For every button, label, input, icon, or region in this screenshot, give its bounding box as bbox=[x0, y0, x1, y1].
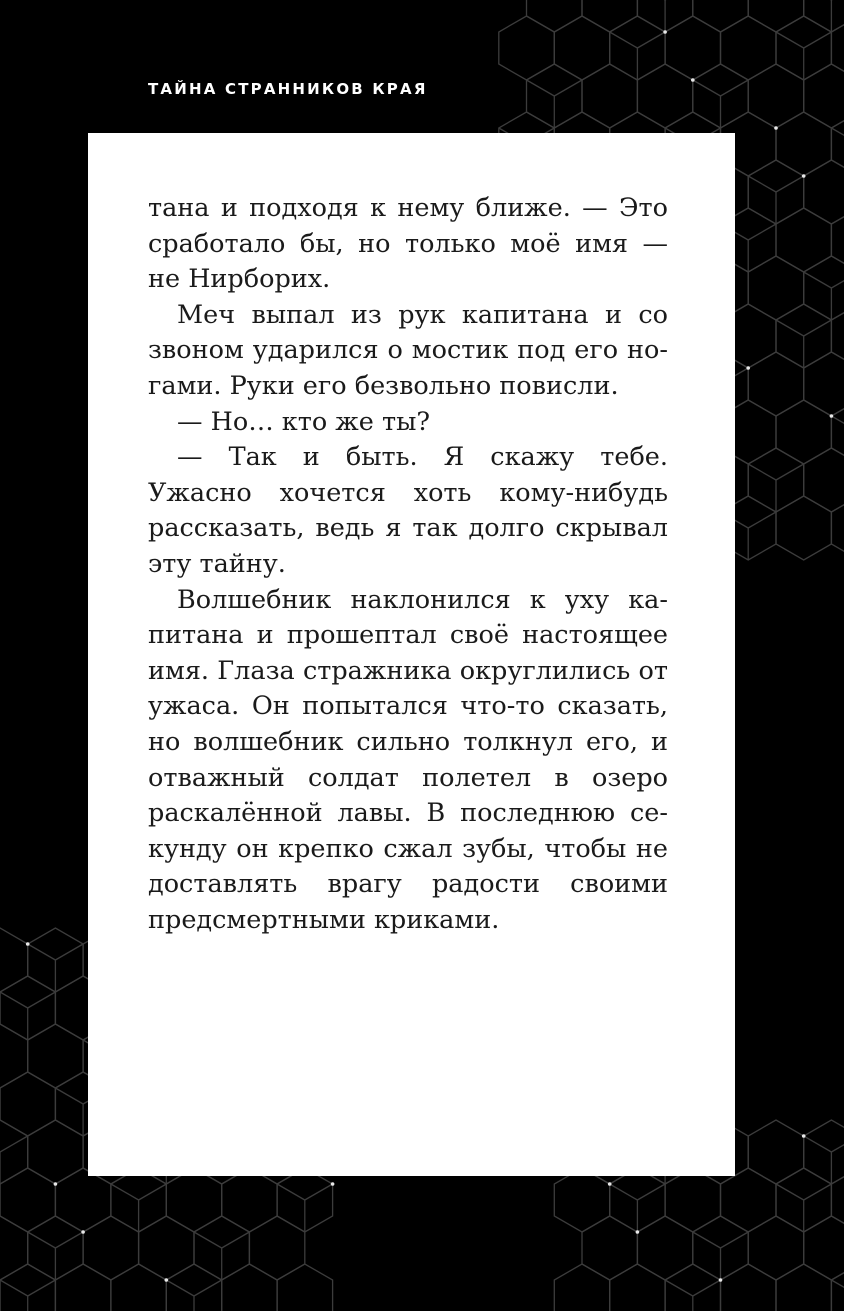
sparkle-dot bbox=[165, 1278, 169, 1282]
cube-edge-line bbox=[748, 512, 776, 528]
sparkle-dot bbox=[663, 30, 667, 34]
hexagon-line bbox=[748, 1216, 804, 1280]
cube-edge-line bbox=[748, 176, 776, 192]
hexagon-line bbox=[582, 64, 637, 128]
sparkle-dot bbox=[746, 366, 750, 370]
hexagon-line bbox=[637, 64, 692, 128]
sparkle-dot bbox=[691, 78, 695, 82]
hexagon-line bbox=[748, 1120, 804, 1184]
sparkle-dot bbox=[331, 1182, 335, 1186]
cube-edge-line bbox=[194, 1232, 222, 1248]
cube-edge-line bbox=[776, 1184, 804, 1200]
hexagon-line bbox=[222, 1264, 277, 1311]
sparkle-dot bbox=[81, 1230, 85, 1234]
cube-edge-line bbox=[637, 1184, 665, 1200]
hexagon-line bbox=[499, 16, 555, 80]
cube-edge-line bbox=[776, 464, 804, 480]
cube-edge-line bbox=[277, 1184, 305, 1200]
cube-edge-line bbox=[166, 1280, 194, 1296]
hexagon-line bbox=[804, 160, 844, 224]
hexagon-line bbox=[748, 352, 804, 416]
cube-edge-line bbox=[527, 80, 555, 96]
cube-edge-line bbox=[28, 944, 56, 960]
cube-edge-line bbox=[222, 1232, 250, 1248]
hexagon-line bbox=[776, 496, 831, 560]
hexagon-line bbox=[665, 1168, 720, 1232]
cube-edge-line bbox=[721, 1232, 749, 1248]
cube-edge-line bbox=[776, 320, 804, 336]
hexagon-line bbox=[28, 1120, 83, 1184]
hexagon-line bbox=[804, 352, 844, 416]
cube-edge-line bbox=[804, 1184, 832, 1200]
cube-edge-line bbox=[0, 1136, 28, 1152]
sparkle-dot bbox=[719, 1278, 723, 1282]
sparkle-dot bbox=[774, 126, 778, 130]
hexagon-line bbox=[0, 1168, 55, 1232]
cube-edge-line bbox=[610, 32, 638, 48]
cube-edge-line bbox=[111, 1184, 139, 1200]
cube-edge-line bbox=[693, 1280, 721, 1296]
hexagon-line bbox=[776, 1264, 831, 1311]
paragraph-5: Волшебник наклонился к уху капитана и прошептал своё настоящее имя. Глаза стражника округлились от ужаса. Он попытался что-то сказать, но волшебник сильно толкнул его, и отважный солдат полетел в озеро раскалённой лавы. В последнюю секунду он крепко сжал зубы, чтобы не доставлять врагу радости своими предсмертными криками. bbox=[148, 584, 668, 935]
cube-edge-line bbox=[194, 1280, 222, 1296]
cube-edge-line bbox=[804, 272, 832, 288]
cube-edge-line bbox=[0, 992, 28, 1008]
hexagon-line bbox=[0, 1024, 28, 1088]
hexagon-line bbox=[776, 400, 831, 464]
hexagon-line bbox=[665, 16, 720, 80]
hexagon-line bbox=[721, 1168, 777, 1232]
sparkle-dot bbox=[636, 1230, 640, 1234]
paragraph-1: тана и подходя к нему ближе. — Это сработало бы, но только моё имя — не Нирборих. bbox=[148, 193, 668, 295]
hexagon-line bbox=[804, 1120, 844, 1184]
hexagon-line bbox=[55, 1264, 111, 1311]
cube-edge-line bbox=[665, 1280, 693, 1296]
sparkle-dot bbox=[54, 1182, 58, 1186]
cube-edge-line bbox=[693, 80, 721, 96]
hexagon-line bbox=[610, 1264, 665, 1311]
cube-edge-line bbox=[776, 176, 804, 192]
hexagon-line bbox=[776, 208, 831, 272]
hexagon-line bbox=[582, 1216, 637, 1280]
hexagon-line bbox=[554, 16, 609, 80]
hexagon-line bbox=[139, 1216, 194, 1280]
cube-edge-line bbox=[831, 1280, 844, 1296]
paragraph-3: — Но… кто же ты? bbox=[177, 406, 431, 437]
paragraph-4: — Так и быть. Я скажу тебе. Ужасно хочется хоть кому-нибудь рассказать, ведь я так долго скрывал эту тайну. bbox=[148, 442, 668, 579]
hexagon-line bbox=[582, 0, 637, 32]
cube-edge-line bbox=[693, 1232, 721, 1248]
hexagon-line bbox=[804, 1216, 844, 1280]
cube-edge-line bbox=[0, 1280, 28, 1296]
paragraph-2: Меч выпал из рук капитана и со звоном ударился о мостик под его ногами. Руки его безвольно повисли. bbox=[148, 299, 668, 401]
cube-edge-line bbox=[804, 32, 832, 48]
cube-edge-line bbox=[831, 128, 844, 144]
hexagon-line bbox=[0, 928, 28, 992]
hexagon-line bbox=[0, 1120, 28, 1184]
running-title: ТАЙНА СТРАННИКОВ КРАЯ bbox=[148, 80, 428, 98]
hexagon-line bbox=[776, 112, 831, 176]
sparkle-dot bbox=[830, 414, 834, 418]
hexagon-line bbox=[83, 1216, 139, 1280]
cube-edge-line bbox=[139, 1184, 167, 1200]
hexagon-line bbox=[554, 1264, 609, 1311]
cube-edge-line bbox=[804, 320, 832, 336]
hexagon-line bbox=[111, 1264, 166, 1311]
hexagon-line bbox=[0, 1216, 28, 1280]
book-page bbox=[88, 133, 735, 1176]
cube-edge-line bbox=[721, 80, 749, 96]
hexagon-line bbox=[748, 256, 804, 320]
cube-edge-line bbox=[554, 80, 582, 96]
hexagon-line bbox=[554, 1168, 609, 1232]
cube-edge-line bbox=[804, 1136, 832, 1152]
cube-edge-line bbox=[55, 1088, 83, 1104]
sparkle-dot bbox=[802, 174, 806, 178]
cube-edge-line bbox=[28, 1232, 56, 1248]
cube-edge-line bbox=[831, 416, 844, 432]
cube-edge-line bbox=[28, 992, 56, 1008]
hexagon-line bbox=[0, 1072, 55, 1136]
sparkle-dot bbox=[608, 1182, 612, 1186]
hexagon-line bbox=[804, 448, 844, 512]
hexagon-line bbox=[55, 1168, 111, 1232]
cube-edge-line bbox=[831, 1136, 844, 1152]
page-text bbox=[148, 191, 668, 938]
hexagon-line bbox=[748, 0, 804, 32]
cube-edge-line bbox=[610, 1184, 638, 1200]
hexagon-line bbox=[831, 1264, 844, 1311]
hexagon-line bbox=[28, 1024, 83, 1088]
sparkle-dot bbox=[26, 942, 30, 946]
hexagon-line bbox=[166, 1168, 221, 1232]
cube-edge-line bbox=[748, 224, 776, 240]
hexagon-line bbox=[222, 1168, 277, 1232]
hexagon-line bbox=[277, 1264, 333, 1311]
hexagon-line bbox=[637, 1216, 692, 1280]
cube-edge-line bbox=[55, 944, 83, 960]
hexagon-line bbox=[804, 64, 844, 128]
cube-edge-line bbox=[776, 32, 804, 48]
cube-edge-line bbox=[637, 32, 665, 48]
cube-edge-line bbox=[55, 1232, 83, 1248]
cube-edge-line bbox=[831, 272, 844, 288]
hexagon-line bbox=[527, 0, 583, 32]
hexagon-line bbox=[748, 64, 804, 128]
hexagon-line bbox=[249, 1216, 304, 1280]
cube-edge-line bbox=[305, 1184, 333, 1200]
hexagon-line bbox=[804, 256, 844, 320]
hexagon-line bbox=[693, 0, 748, 32]
sparkle-dot bbox=[802, 1134, 806, 1138]
hexagon-line bbox=[831, 496, 844, 560]
cube-edge-line bbox=[28, 1280, 56, 1296]
hexagon-line bbox=[721, 16, 777, 80]
cube-edge-line bbox=[748, 464, 776, 480]
hexagon-line bbox=[721, 1264, 777, 1311]
